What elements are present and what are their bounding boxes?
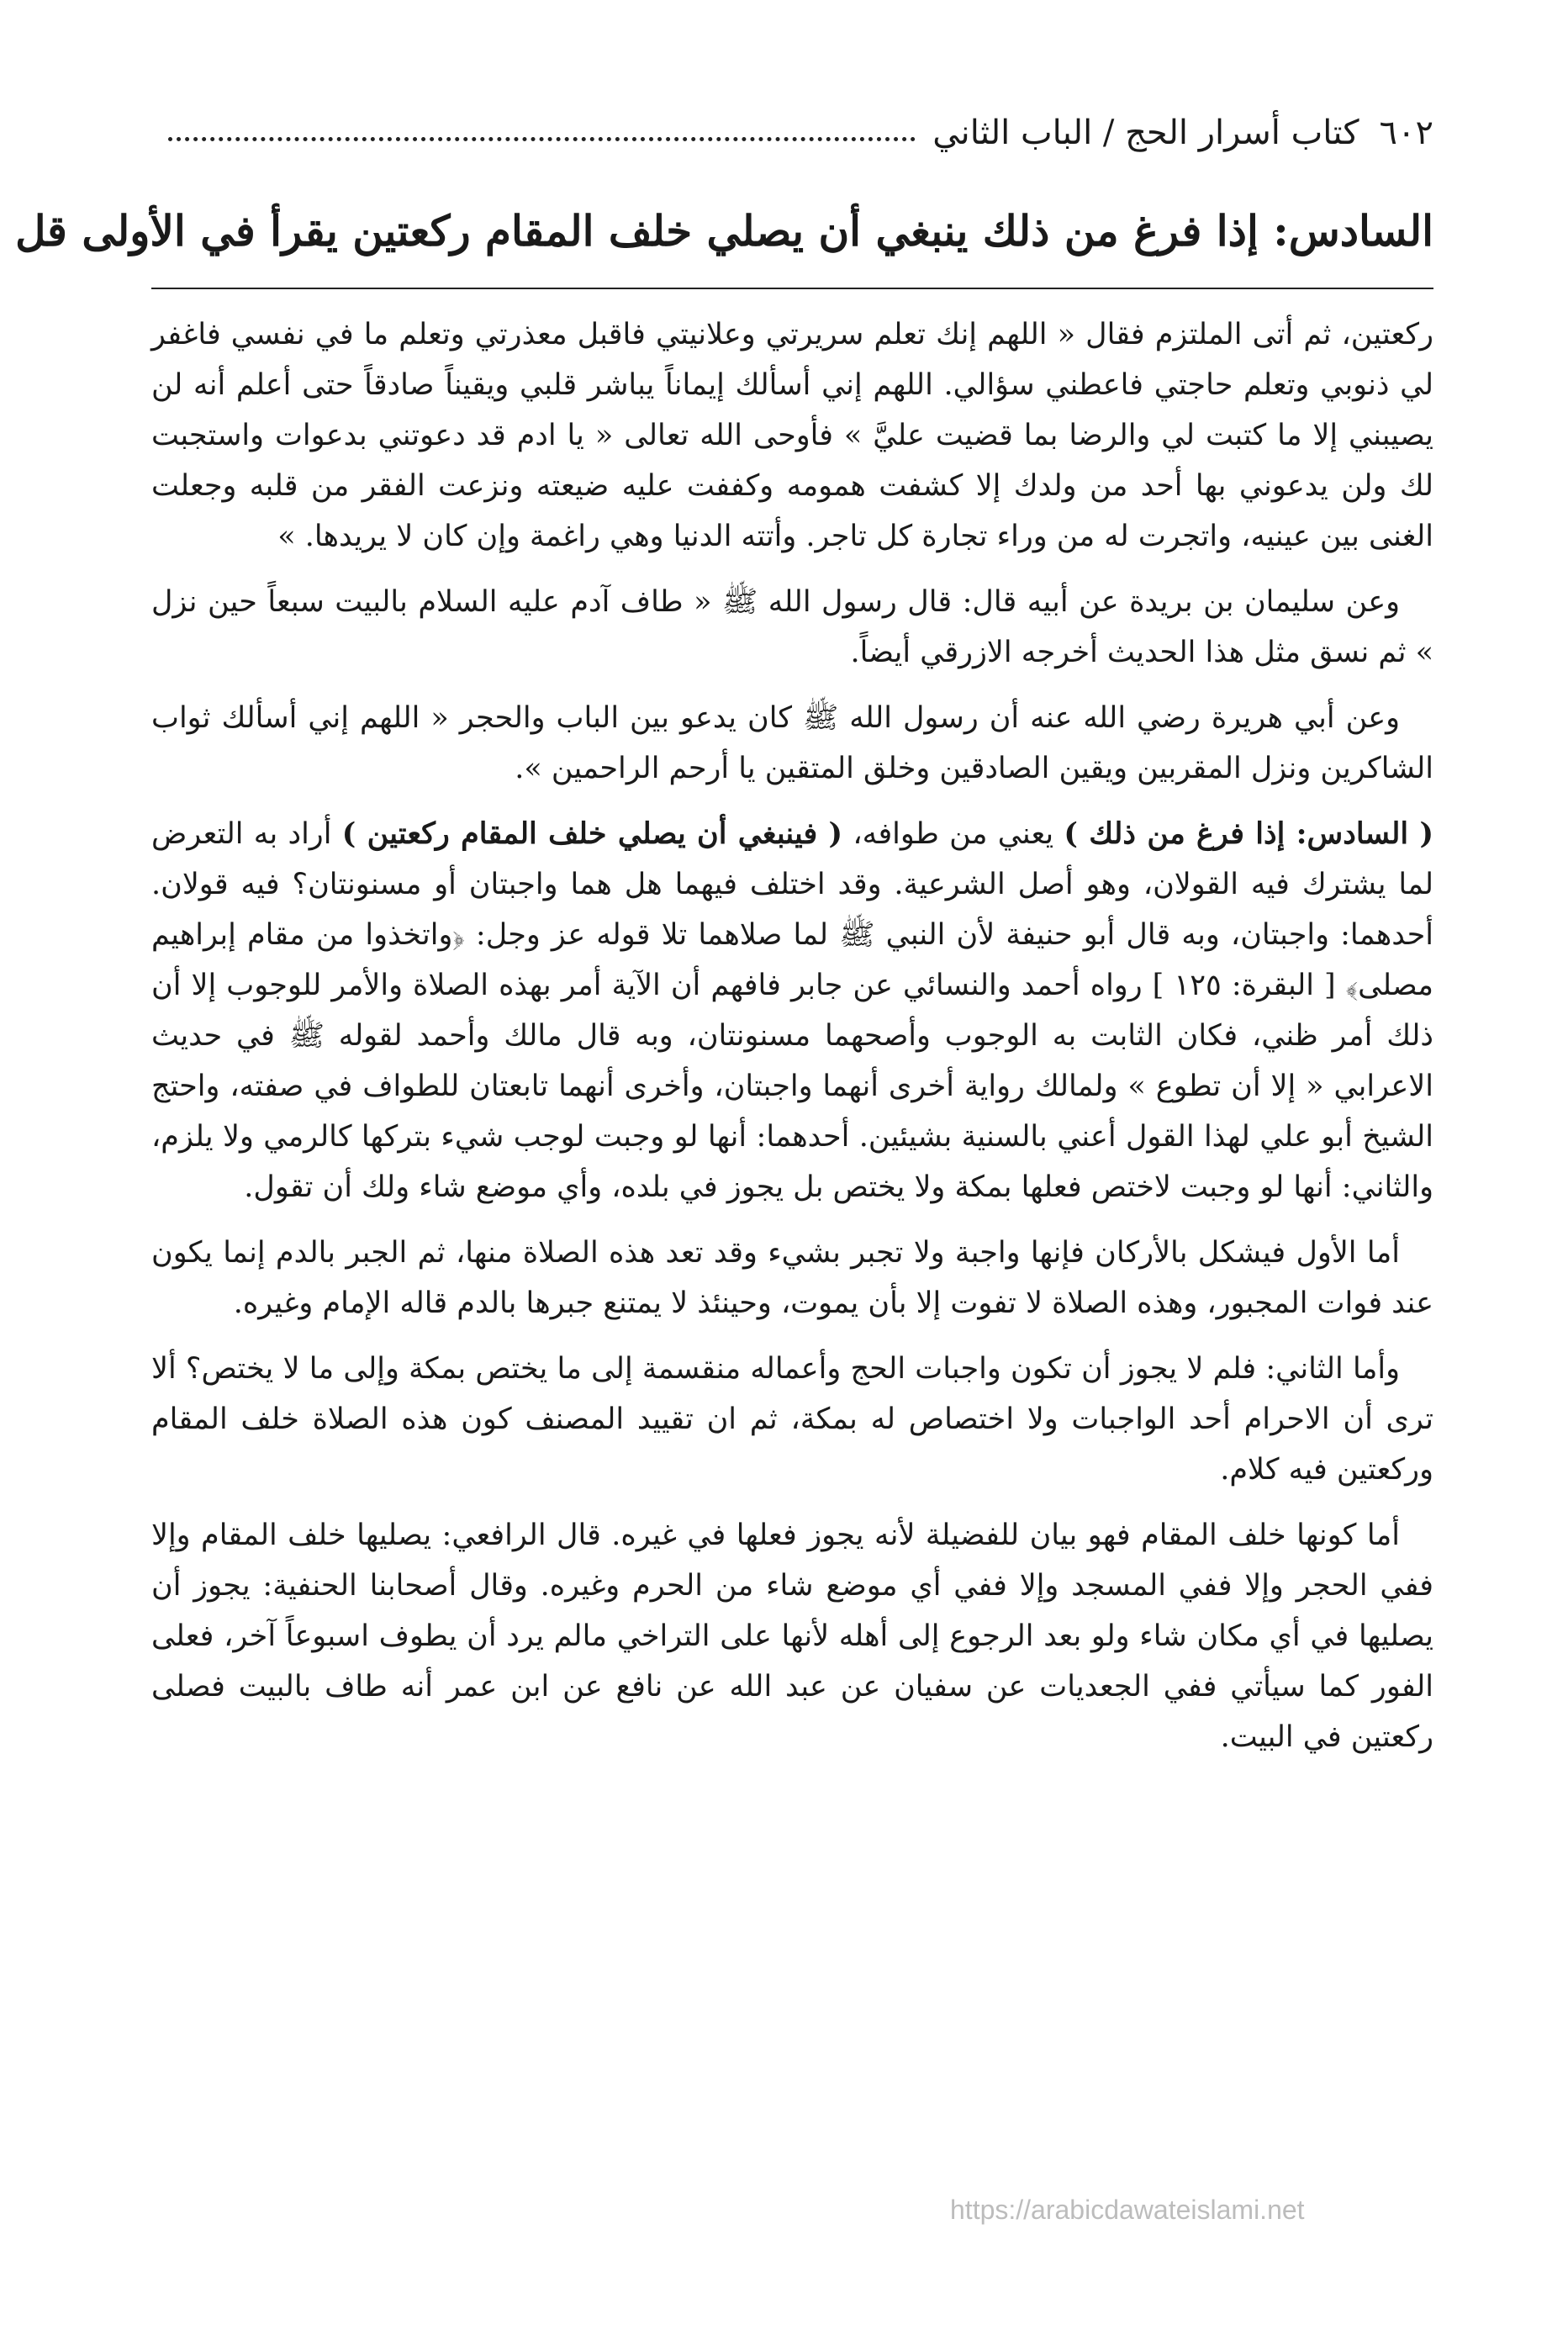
header-dotted-leader xyxy=(168,137,916,141)
quoted-matn-1: ( السادس: إذا فرغ من ذلك ) xyxy=(1064,816,1434,851)
commentary-body xyxy=(151,309,1433,1778)
matn-label: السادس: xyxy=(1273,206,1433,256)
book-title: كتاب أسرار الحج / الباب الثاني xyxy=(932,114,1359,152)
paragraph-6: وأما الثاني: فلم لا يجوز أن تكون واجبات الحج وأعماله منقسمة إلى ما يختص بمكة وإلى ما لا يختص؟ ألا ترى أن الاحرام أحد الواجبات ولا اختصاص له بمكة، ثم ان تقييد المصنف كون هذه الصلاة خلف المقام وركعتين فيه كلام. xyxy=(151,1352,1433,1487)
quoted-matn-2: ( فينبغي أن يصلي خلف المقام ركعتين ) xyxy=(341,816,843,851)
paragraph-4 xyxy=(151,809,1433,1212)
matn-divider xyxy=(151,288,1433,289)
paragraph-3: وعن أبي هريرة رضي الله عنه أن رسول الله ﷺ كان يدعو بين الباب والحجر « اللهم إني أسألك ثواب الشاكرين ونزل المقربين ويقين الصادقين وخلق المتقين يا أرحم الراحمين ». xyxy=(151,701,1433,785)
paragraph-1: ركعتين، ثم أتى الملتزم فقال « اللهم إنك تعلم سريرتي وعلانيتي فاقبل معذرتي وتعلم ما في نفسي فاغفر لي ذنوبي وتعلم حاجتي فاعطني سؤالي. اللهم إني أسألك إيماناً يباشر قلبي ويقيناً صادقاً حتى أعلم أنه لن يصيبني إلا ما كتبت لي والرضا بما قضيت عليَّ » فأوحى الله تعالى « يا ادم قد دعوتني بدعوات واستجبت لك ولن يدعوني بها أحد من ولدك إلا كشفت همومه وكففت عليه ضيعته ونزعت الفقر من قلبه وجعلت الغنى بين عينيه، واتجرت له من وراء تجارة كل تاجر. وأتته الدنيا وهي راغمة وإن كان لا يريدها. » xyxy=(151,318,1433,553)
paragraph-2: وعن سليمان بن بريدة عن أبيه قال: قال رسول الله ﷺ « طاف آدم عليه السلام بالبيت سبعاً حين نزل » ثم نسق مثل هذا الحديث أخرجه الازرقي أيضاً. xyxy=(151,585,1433,669)
matn-text xyxy=(15,206,1433,256)
paragraph-4-body: أراد به التعرض لما يشترك فيه القولان، وهو أصل الشرعية. وقد اختلف فيهما هل هما واجبتان أو مسنونتان؟ فيه قولان. أحدهما: واجبتان، وبه قال أبو حنيفة لأن النبي ﷺ لما صلاهما تلا قوله عز وجل: ﴿واتخذوا من مقام إبراهيم مصلى﴾ [ البقرة: ١٢٥ ] رواه أحمد والنسائي عن جابر فافهم أن الآية أمر بهذه الصلاة والأمر للوجوب إلا أن ذلك أمر ظني، فكان الثابت به الوجوب وأصحهما مسنونتان، وبه قال مالك وأحمد لقوله ﷺ في حديث الاعرابي « إلا أن تطوع » ولمالك رواية أخرى أنهما واجبتان، وأخرى أنهما تابعتان للطواف في صفته، واحتج الشيخ أبو علي لهذا القول أعني بالسنية بشيئين. أحدهما: أنها لو وجبت لوجب شيء بتركها كالرمي ولا يلزم، والثاني: أنها لو وجبت لاختص فعلها بمكة ولا يختص بل يجوز في بلده، وأي موضع شاء ولك أن تقول. xyxy=(151,817,1434,1204)
paragraph-5: أما الأول فيشكل بالأركان فإنها واجبة ولا تجبر بشيء وقد تعد هذه الصلاة منها، ثم الجبر بالدم إنما يكون عند فوات المجبور، وهذه الصلاة لا تفوت إلا بأن يموت، وحينئذ لا يمتنع جبرها بالدم قاله الإمام وغيره. xyxy=(151,1236,1433,1320)
watermark-url: https://arabicdawateislami.net xyxy=(950,2195,1305,2225)
running-header xyxy=(151,91,1433,150)
paragraph-4-gloss: يعني من طوافه، xyxy=(842,817,1064,851)
matn-statement: إذا فرغ من ذلك ينبغي أن يصلي خلف المقام ركعتين يقرأ في الأولى قل xyxy=(15,206,1259,256)
page-number: ٦٠٢ xyxy=(1379,114,1433,152)
paragraph-7: أما كونها خلف المقام فهو بيان للفضيلة لأنه يجوز فعلها في غيره. قال الرافعي: يصليها خلف المقام وإلا ففي الحجر وإلا ففي المسجد وإلا ففي أي موضع شاء من الحرم وغيره. وقال أصحابنا الحنفية: يجوز أن يصليها في أي مكان شاء ولو بعد الرجوع إلى أهله لأنها على التراخي مالم يرد أن يطوف اسبوعاً آخر، فعلى الفور كما سيأتي ففي الجعديات عن سفيان عن عبد الله عن نافع عن ابن عمر أنه طاف بالبيت فصلى ركعتين في البيت. xyxy=(151,1519,1433,1754)
